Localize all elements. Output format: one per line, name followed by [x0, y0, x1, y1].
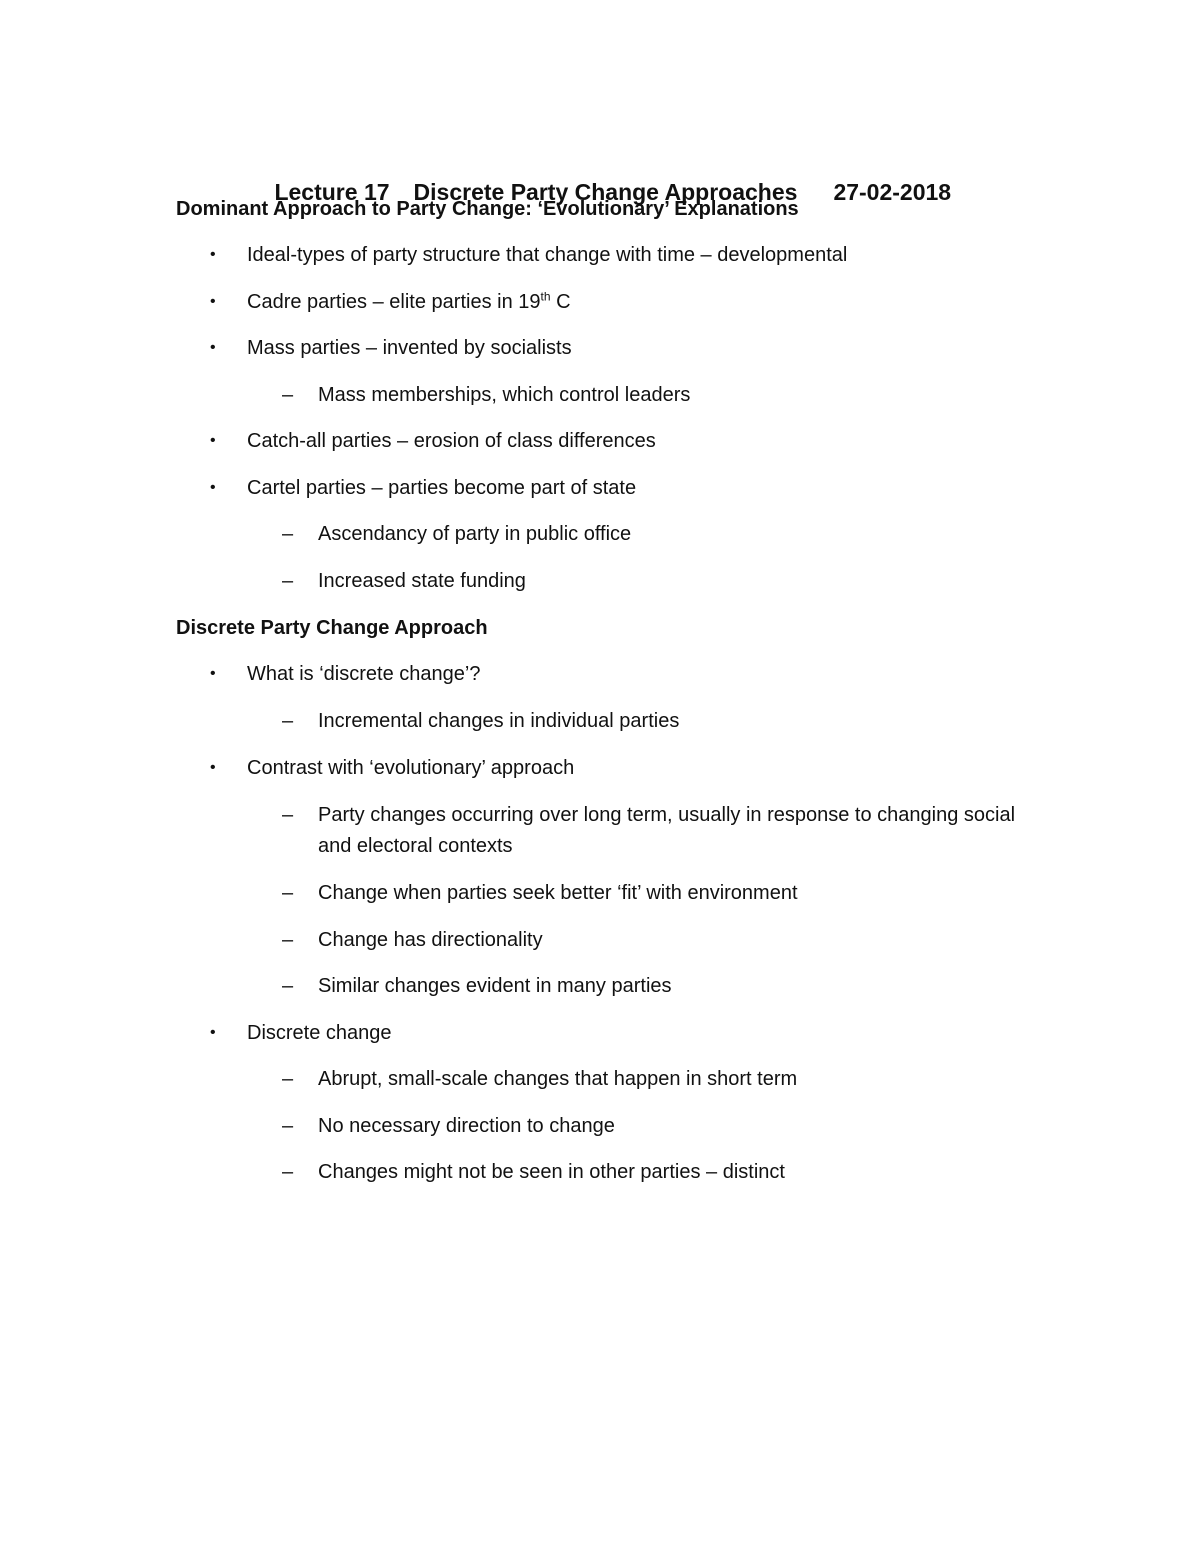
dash-marker: –: [282, 710, 294, 732]
bullet-marker: •: [210, 1024, 216, 1041]
dash-marker: –: [282, 523, 294, 545]
bullet-marker: •: [210, 293, 216, 310]
dash-marker: –: [282, 975, 294, 997]
page-title: [0, 144, 1200, 240]
dash-marker: –: [282, 804, 294, 826]
dash-marker: –: [282, 1161, 294, 1183]
bullet-marker: •: [210, 759, 216, 776]
bullet-marker: •: [210, 339, 216, 356]
document-page: Lecture 17 Discrete Party Change Approaches 27-02-2018 Dominant Approach to Party Change: ‘Evolutionary’ Explanations • Ideal-types of party structure that change with time – developmental • Cadre parties – elite parties in 19th C • Mass parties – invented by socialists – Mass memberships, which control leaders • Catch-all parties – erosion of class differences • Cartel parties – parties become part of state – Ascendancy of party in public office – Increased state funding Discrete Party Change Approach • What is ‘discrete change’? – Incremental changes in individual parties • Contrast with ‘evolutionary’ approach – Party changes occurring over long term, usually in response to changing social and electoral contexts – Change when parties seek better ‘fit’ with environment – Change has directionality – Similar changes evident in many parties • Discrete change – Abrupt, small-scale changes that happen in short term – No necessary direction to change – Changes might not be seen in other parties – distinct: [0, 0, 1200, 1553]
bullet-marker: •: [210, 665, 216, 682]
bullet-marker: •: [210, 479, 216, 496]
dash-marker: –: [282, 1068, 294, 1090]
section-heading: Dominant Approach to Party Change: ‘Evolutionary’ Explanations: [176, 198, 799, 220]
dash-marker: –: [282, 570, 294, 592]
dash-marker: –: [282, 882, 294, 904]
title-lecture: Lecture 17: [274, 179, 390, 205]
dash-marker: –: [282, 384, 294, 406]
title-topic: Discrete Party Change Approaches: [413, 179, 798, 205]
title-date: 27-02-2018: [833, 179, 952, 205]
dash-marker: –: [282, 929, 294, 951]
bullet-marker: •: [210, 432, 216, 449]
section-heading: Discrete Party Change Approach: [176, 617, 488, 639]
bullet-marker: •: [210, 246, 216, 263]
dash-marker: –: [282, 1115, 294, 1137]
